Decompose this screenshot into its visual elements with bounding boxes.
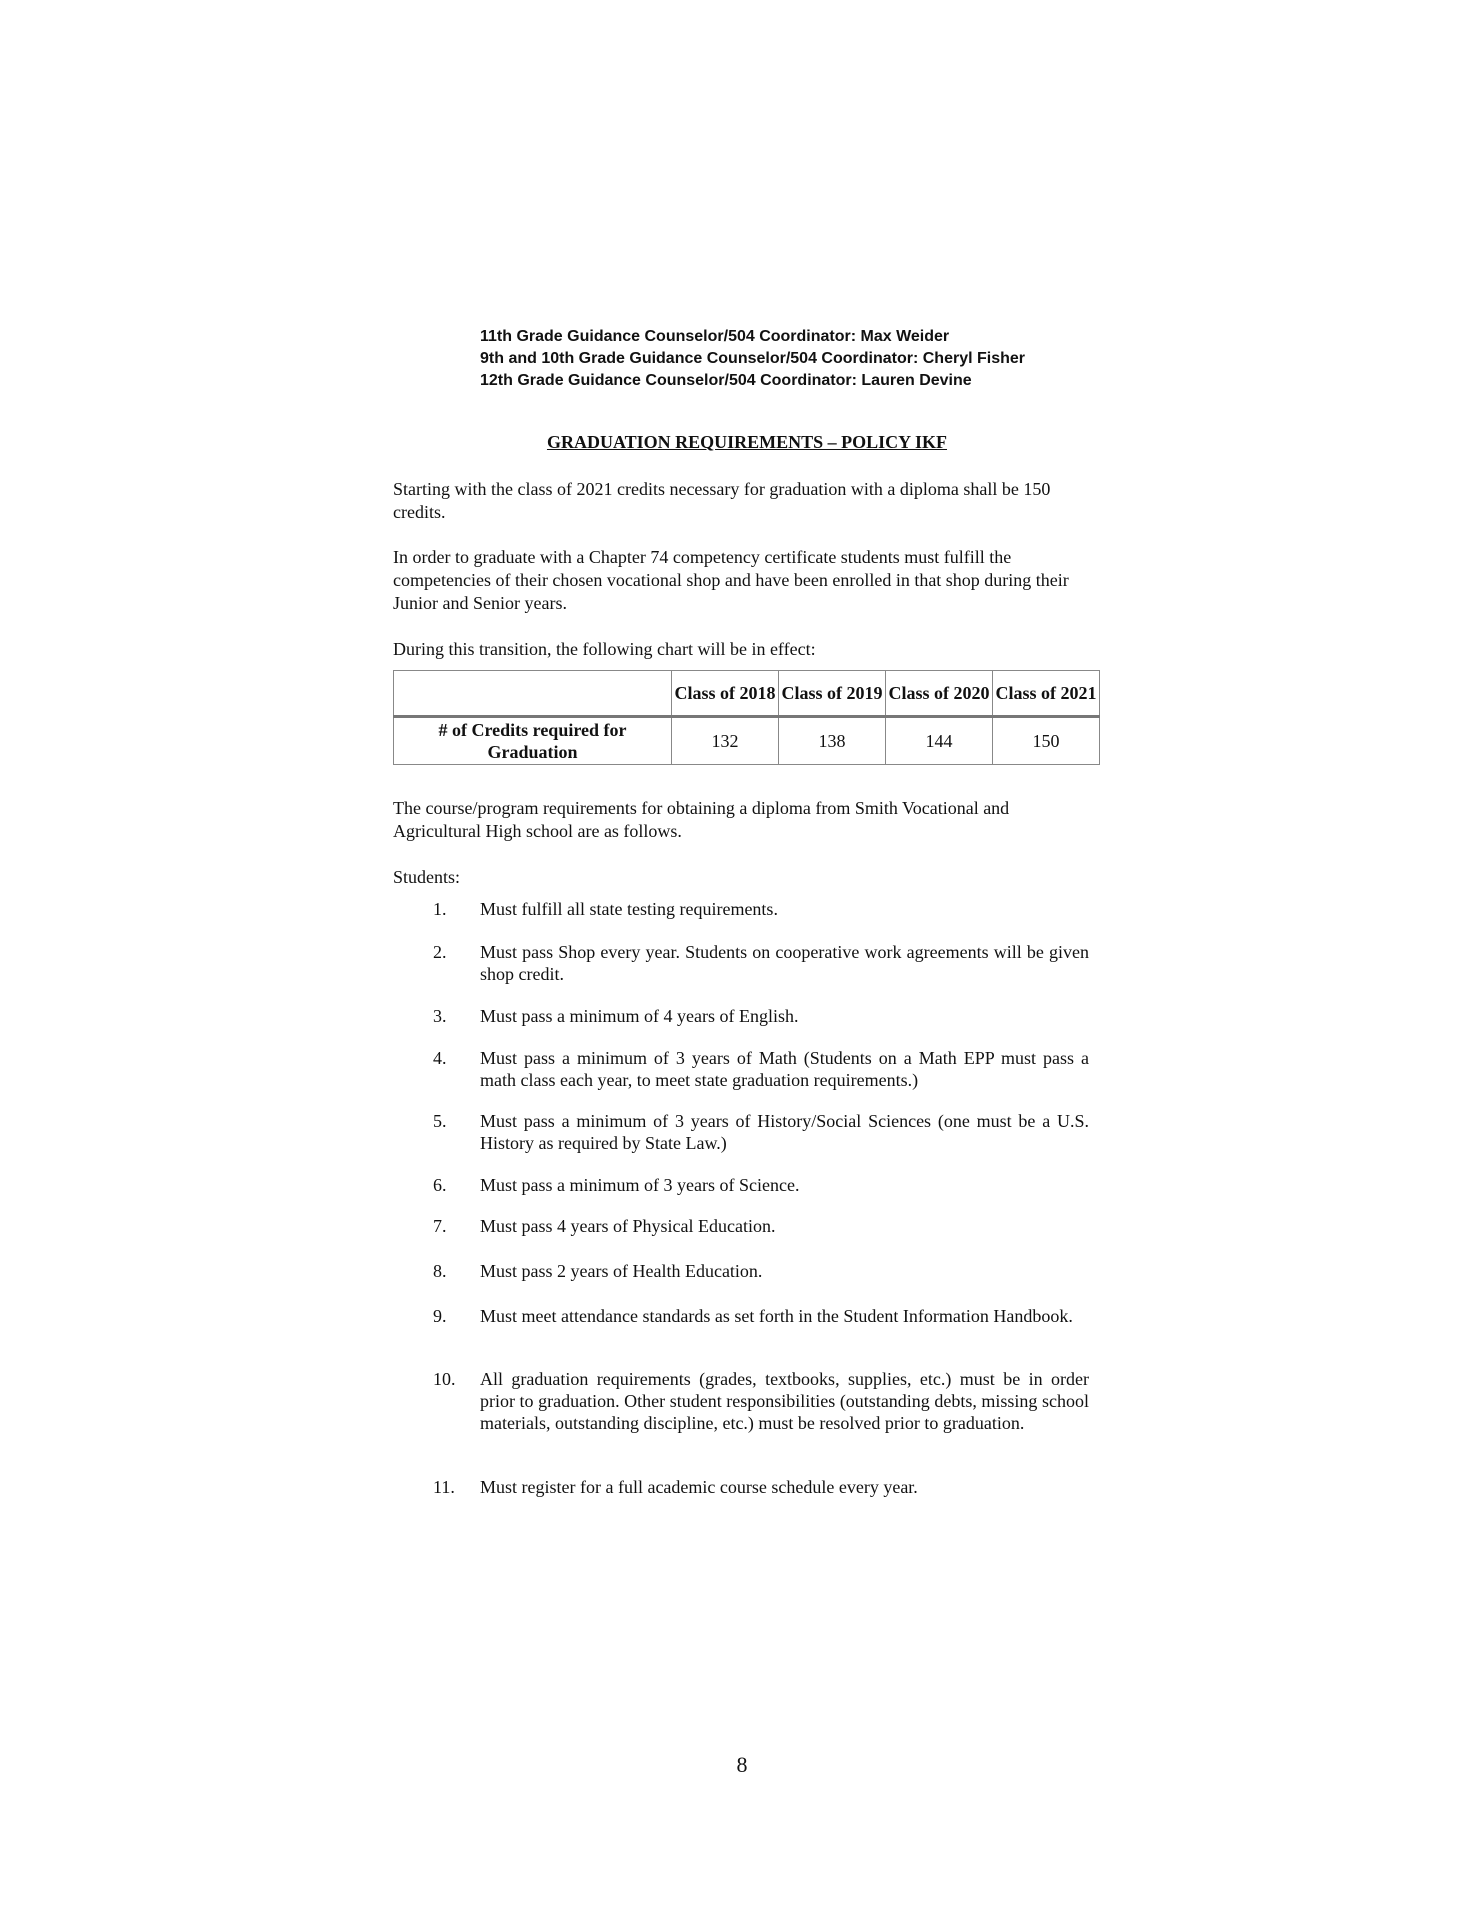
- credits-table: [393, 670, 1100, 765]
- list-item-text: Must register for a full academic course schedule every year.: [480, 1477, 918, 1497]
- table-cell-2021: 150: [993, 717, 1100, 765]
- list-item-text: Must meet attendance standards as set forth in the Student Information Handbook.: [480, 1306, 1073, 1326]
- contact-line-11th-grade: 11th Grade Guidance Counselor/504 Coordinator: Max Weider: [480, 328, 950, 345]
- list-item-number: 6.: [433, 1175, 447, 1195]
- chapter-74-paragraph: In order to graduate with a Chapter 74 competency certificate students must fulfill the competencies of their chosen vocational shop and have been enrolled in that shop during their Junior and Senior years.: [393, 547, 1069, 613]
- table-cell-2020: 144: [886, 717, 993, 765]
- contact-line-12th-grade: 12th Grade Guidance Counselor/504 Coordinator: Lauren Devine: [480, 372, 972, 389]
- page-number: 8: [736, 1752, 748, 1777]
- list-item-number: 8.: [433, 1261, 447, 1281]
- counselor-contacts: [480, 326, 1025, 392]
- section-title: GRADUATION REQUIREMENTS – POLICY IKF: [546, 432, 948, 452]
- table-row-label: # of Credits required for Graduation: [394, 717, 672, 765]
- list-item-text: Must pass a minimum of 3 years of Science.: [480, 1175, 800, 1195]
- table-header-class-2020: Class of 2020: [886, 671, 993, 717]
- list-item-number: 10.: [433, 1369, 456, 1389]
- list-item-number: 3.: [433, 1006, 447, 1026]
- list-item-number: 2.: [433, 942, 447, 962]
- credits-paragraph: Starting with the class of 2021 credits necessary for graduation with a diploma shall be 150 credits.: [393, 479, 1051, 522]
- list-item-number: 11.: [433, 1477, 455, 1497]
- table-header-class-2021: Class of 2021: [993, 671, 1100, 717]
- credits-table-row: [394, 717, 1100, 765]
- list-item-number: 5.: [433, 1111, 447, 1131]
- table-cell-2019: 138: [779, 717, 886, 765]
- table-header-class-2019: Class of 2019: [779, 671, 886, 717]
- list-item-text: Must pass a minimum of 4 years of English.: [480, 1006, 799, 1026]
- list-item-number: 9.: [433, 1306, 447, 1326]
- table-cell-2018: 132: [672, 717, 779, 765]
- list-item-text: Must pass 2 years of Health Education.: [480, 1261, 763, 1281]
- list-item-number: 4.: [433, 1048, 447, 1068]
- list-item-number: 1.: [433, 899, 447, 919]
- contact-line-9th-10th-grade: 9th and 10th Grade Guidance Counselor/504 Coordinator: Cheryl Fisher: [480, 350, 1025, 367]
- credits-table-header-row: [394, 671, 1100, 717]
- list-item-text: Must pass Shop every year. Students on cooperative work agreements will be given shop credit.: [480, 942, 1089, 984]
- table-header-empty: [394, 671, 672, 717]
- transition-paragraph: During this transition, the following chart will be in effect:: [393, 639, 816, 659]
- list-item-text: All graduation requirements (grades, textbooks, supplies, etc.) must be in order prior to graduation. Other student responsibilities (outstanding debts, missing school materials, outstanding discipline, etc.) must be resolved prior to graduation.: [480, 1369, 1089, 1433]
- list-item-text: Must fulfill all state testing requirements.: [480, 899, 778, 919]
- list-item-number: 7.: [433, 1216, 447, 1236]
- list-item-text: Must pass a minimum of 3 years of Math (Students on a Math EPP must pass a math class each year, to meet state graduation requirements.): [480, 1048, 1089, 1090]
- table-header-class-2018: Class of 2018: [672, 671, 779, 717]
- students-label: Students:: [393, 867, 461, 887]
- list-item-text: Must pass a minimum of 3 years of History/Social Sciences (one must be a U.S. History as required by State Law.): [480, 1111, 1089, 1153]
- list-item-text: Must pass 4 years of Physical Education.: [480, 1216, 776, 1236]
- program-requirements-paragraph: The course/program requirements for obtaining a diploma from Smith Vocational and Agricultural High school are as follows.: [393, 798, 1010, 841]
